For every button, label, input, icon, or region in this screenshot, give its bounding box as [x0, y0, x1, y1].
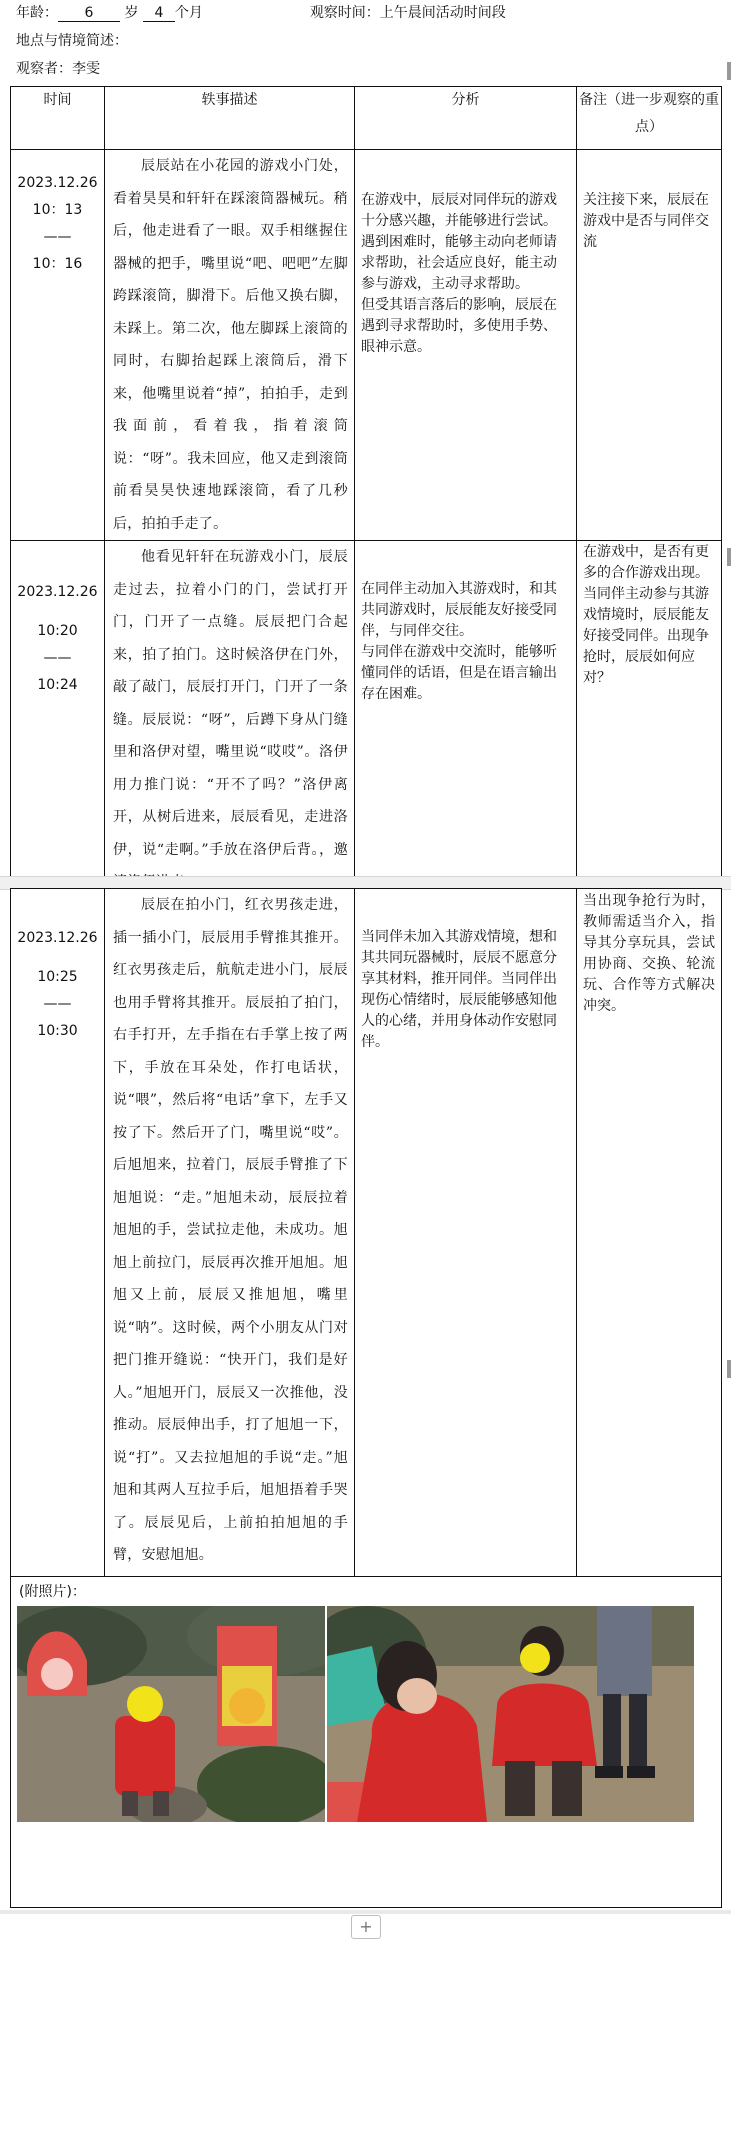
record-date: 2023.12.26 — [17, 175, 98, 191]
record-note: 关注接下来，辰辰在游戏中是否与同伴交流 — [577, 150, 722, 541]
record-date: 2023.12.26 — [17, 584, 98, 600]
record-anecdote — [105, 541, 355, 900]
observer: 观察者：李雯 — [16, 61, 100, 77]
right-margin-marker — [727, 1360, 731, 1378]
col-time: 时间 — [11, 87, 105, 150]
record-time — [11, 150, 105, 541]
table-row — [11, 889, 722, 1577]
photo-2-image — [327, 1606, 694, 1822]
record-dash: —— — [43, 650, 72, 666]
plus-icon: + — [359, 1917, 373, 1936]
anecdote-text: 辰辰在拍小门，红衣男孩走进，插一插小门，辰辰用手臂推其推开。红衣男孩走后，航航走进小门，辰辰也用手臂将其推开。辰辰拍了拍门，右手打开，左手指在右手掌上按了两下，手放在耳朵处，作打电话状，说“喂”，然后将“电话”拿下，左手又按了下。然后开了门，嘴里说“哎”。后旭旭来，拉着门，辰辰手臂推了下旭旭说：“走。”旭旭未动，辰辰拉着旭旭的手，尝试拉走他，未成功。旭旭上前拉门，辰辰再次推开旭旭。旭旭又上前，辰辰又推旭旭，嘴里说“呐”。这时候，两个小朋友从门对把门推开缝说：“快开门，我们是好人。”旭旭开门，辰辰又一次推他，没推动。辰辰伸出手，打了旭旭一下，说“打”。又去拉旭旭的手说“走。”旭旭和其两人互拉手后，旭旭捂着手哭了。辰辰见后，上前拍拍旭旭的手臂，安慰旭旭。 — [113, 897, 348, 1563]
place-label: 地点与情境简述： — [16, 33, 128, 49]
record-note: 在游戏中，是否有更多的合作游戏出现。当同伴主动参与其游戏情境时，辰辰能友好接受同伴。出现争抢时，辰辰如何应对？ — [577, 541, 722, 900]
observation-table-2 — [10, 888, 722, 1908]
col-analysis: 分析 — [355, 87, 577, 150]
observation-table-1 — [10, 86, 722, 900]
document-page-2 — [10, 888, 721, 1910]
anecdote-text: 他看见轩轩在玩游戏小门，辰辰走过去，拉着小门的门，尝试打开门，门开了一点缝。辰辰把门合起来，拍了拍门。这时候洛伊在门外，敲了敲门，辰辰打开门，门开了一条缝。辰辰说：“呀”，后蹲下身从门缝里和洛伊对望，嘴里说“哎哎”。洛伊用力推门说：“开不了吗？”洛伊离开，从树后进来，辰辰看见，走进洛伊，说“走啊。”手放在洛伊后背。，邀 — [113, 549, 348, 858]
age-line — [16, 2, 506, 22]
record-analysis: 当同伴未加入其游戏情境，想和其共同玩器械时，辰辰不愿意分享其材料，推开同伴。当同伴出现伤心情绪时，辰辰能够感知他人的心绪，并用身体动作安慰同伴。 — [355, 889, 577, 1577]
record-start: 10:20 — [37, 623, 78, 639]
photo-1 — [17, 1606, 325, 1822]
years-unit: 岁 — [124, 5, 139, 21]
record-date: 2023.12.26 — [17, 930, 98, 946]
add-page-button[interactable] — [351, 1915, 381, 1939]
record-time — [11, 889, 105, 1577]
photos-label: (附照片)： — [19, 1584, 86, 1600]
record-dash: —— — [43, 996, 72, 1012]
record-start: 10:25 — [37, 969, 78, 985]
record-anecdote — [105, 150, 355, 541]
observe-time: 观察时间：上午晨间活动时间段 — [309, 5, 506, 21]
age-months: 4 — [143, 5, 175, 22]
table-header-row — [11, 87, 722, 150]
right-margin-marker — [727, 548, 731, 566]
record-end: 10：16 — [32, 256, 83, 272]
col-anecdote: 轶事描述 — [105, 87, 355, 150]
photo-2 — [327, 1606, 694, 1822]
record-time — [11, 541, 105, 900]
document-page-1 — [10, 0, 721, 876]
photos-row — [11, 1577, 722, 1908]
photo-1-image — [17, 1606, 325, 1822]
age-label: 年龄： — [16, 5, 58, 21]
age-years: 6 — [58, 5, 120, 22]
page-bottom-edge — [0, 1910, 731, 1914]
record-end: 10:30 — [37, 1023, 78, 1039]
right-margin-marker — [727, 62, 731, 80]
table-row — [11, 541, 722, 900]
record-end: 10:24 — [37, 677, 78, 693]
col-note: 备注（进一步观察的重点） — [577, 87, 722, 150]
record-anecdote — [105, 889, 355, 1577]
table-row — [11, 150, 722, 541]
anecdote-text: 辰辰站在小花园的游戏小门处，看着昊昊和轩轩在踩滚筒器械玩。稍后，他走进看了一眼。双手相继握住器械的把手，嘴里说“吧、吧吧”左脚跨踩滚筒，脚滑下。后他又换右脚，未踩上。第二次，他左脚踩上滚筒的同时，右脚抬起踩上滚筒后，滑下来，他嘴里说着“掉”，拍拍手，走到我面前，看着我，指着滚筒说：“呀”。我未回应，他又走到滚筒前看昊昊快速地踩滚筒，看了几秒后，拍拍手走了。 — [113, 158, 348, 532]
months-unit: 个月 — [174, 5, 203, 21]
photos-cell — [11, 1577, 722, 1908]
record-analysis: 在游戏中，辰辰对同伴玩的游戏十分感兴趣，并能够进行尝试。遇到困难时，能够主动向老师请求帮助，社会适应良好，能主动参与游戏，主动寻求帮助。 但受其语言落后的影响，辰辰在遇到寻求帮助时，多使用手势、眼神示意。 — [355, 150, 577, 541]
record-dash: —— — [43, 229, 72, 245]
record-start: 10：13 — [32, 202, 83, 218]
record-note: 当出现争抢行为时，教师需适当介入，指导其分享玩具，尝试用协商、交换、轮流玩、合作等方式解决冲突。 — [577, 889, 722, 1577]
record-analysis: 在同伴主动加入其游戏时，和其共同游戏时，辰辰能友好接受同伴，与同伴交往。 与同伴在游戏中交流时，能够听懂同伴的话语，但是在语言输出存在困难。 — [355, 541, 577, 900]
